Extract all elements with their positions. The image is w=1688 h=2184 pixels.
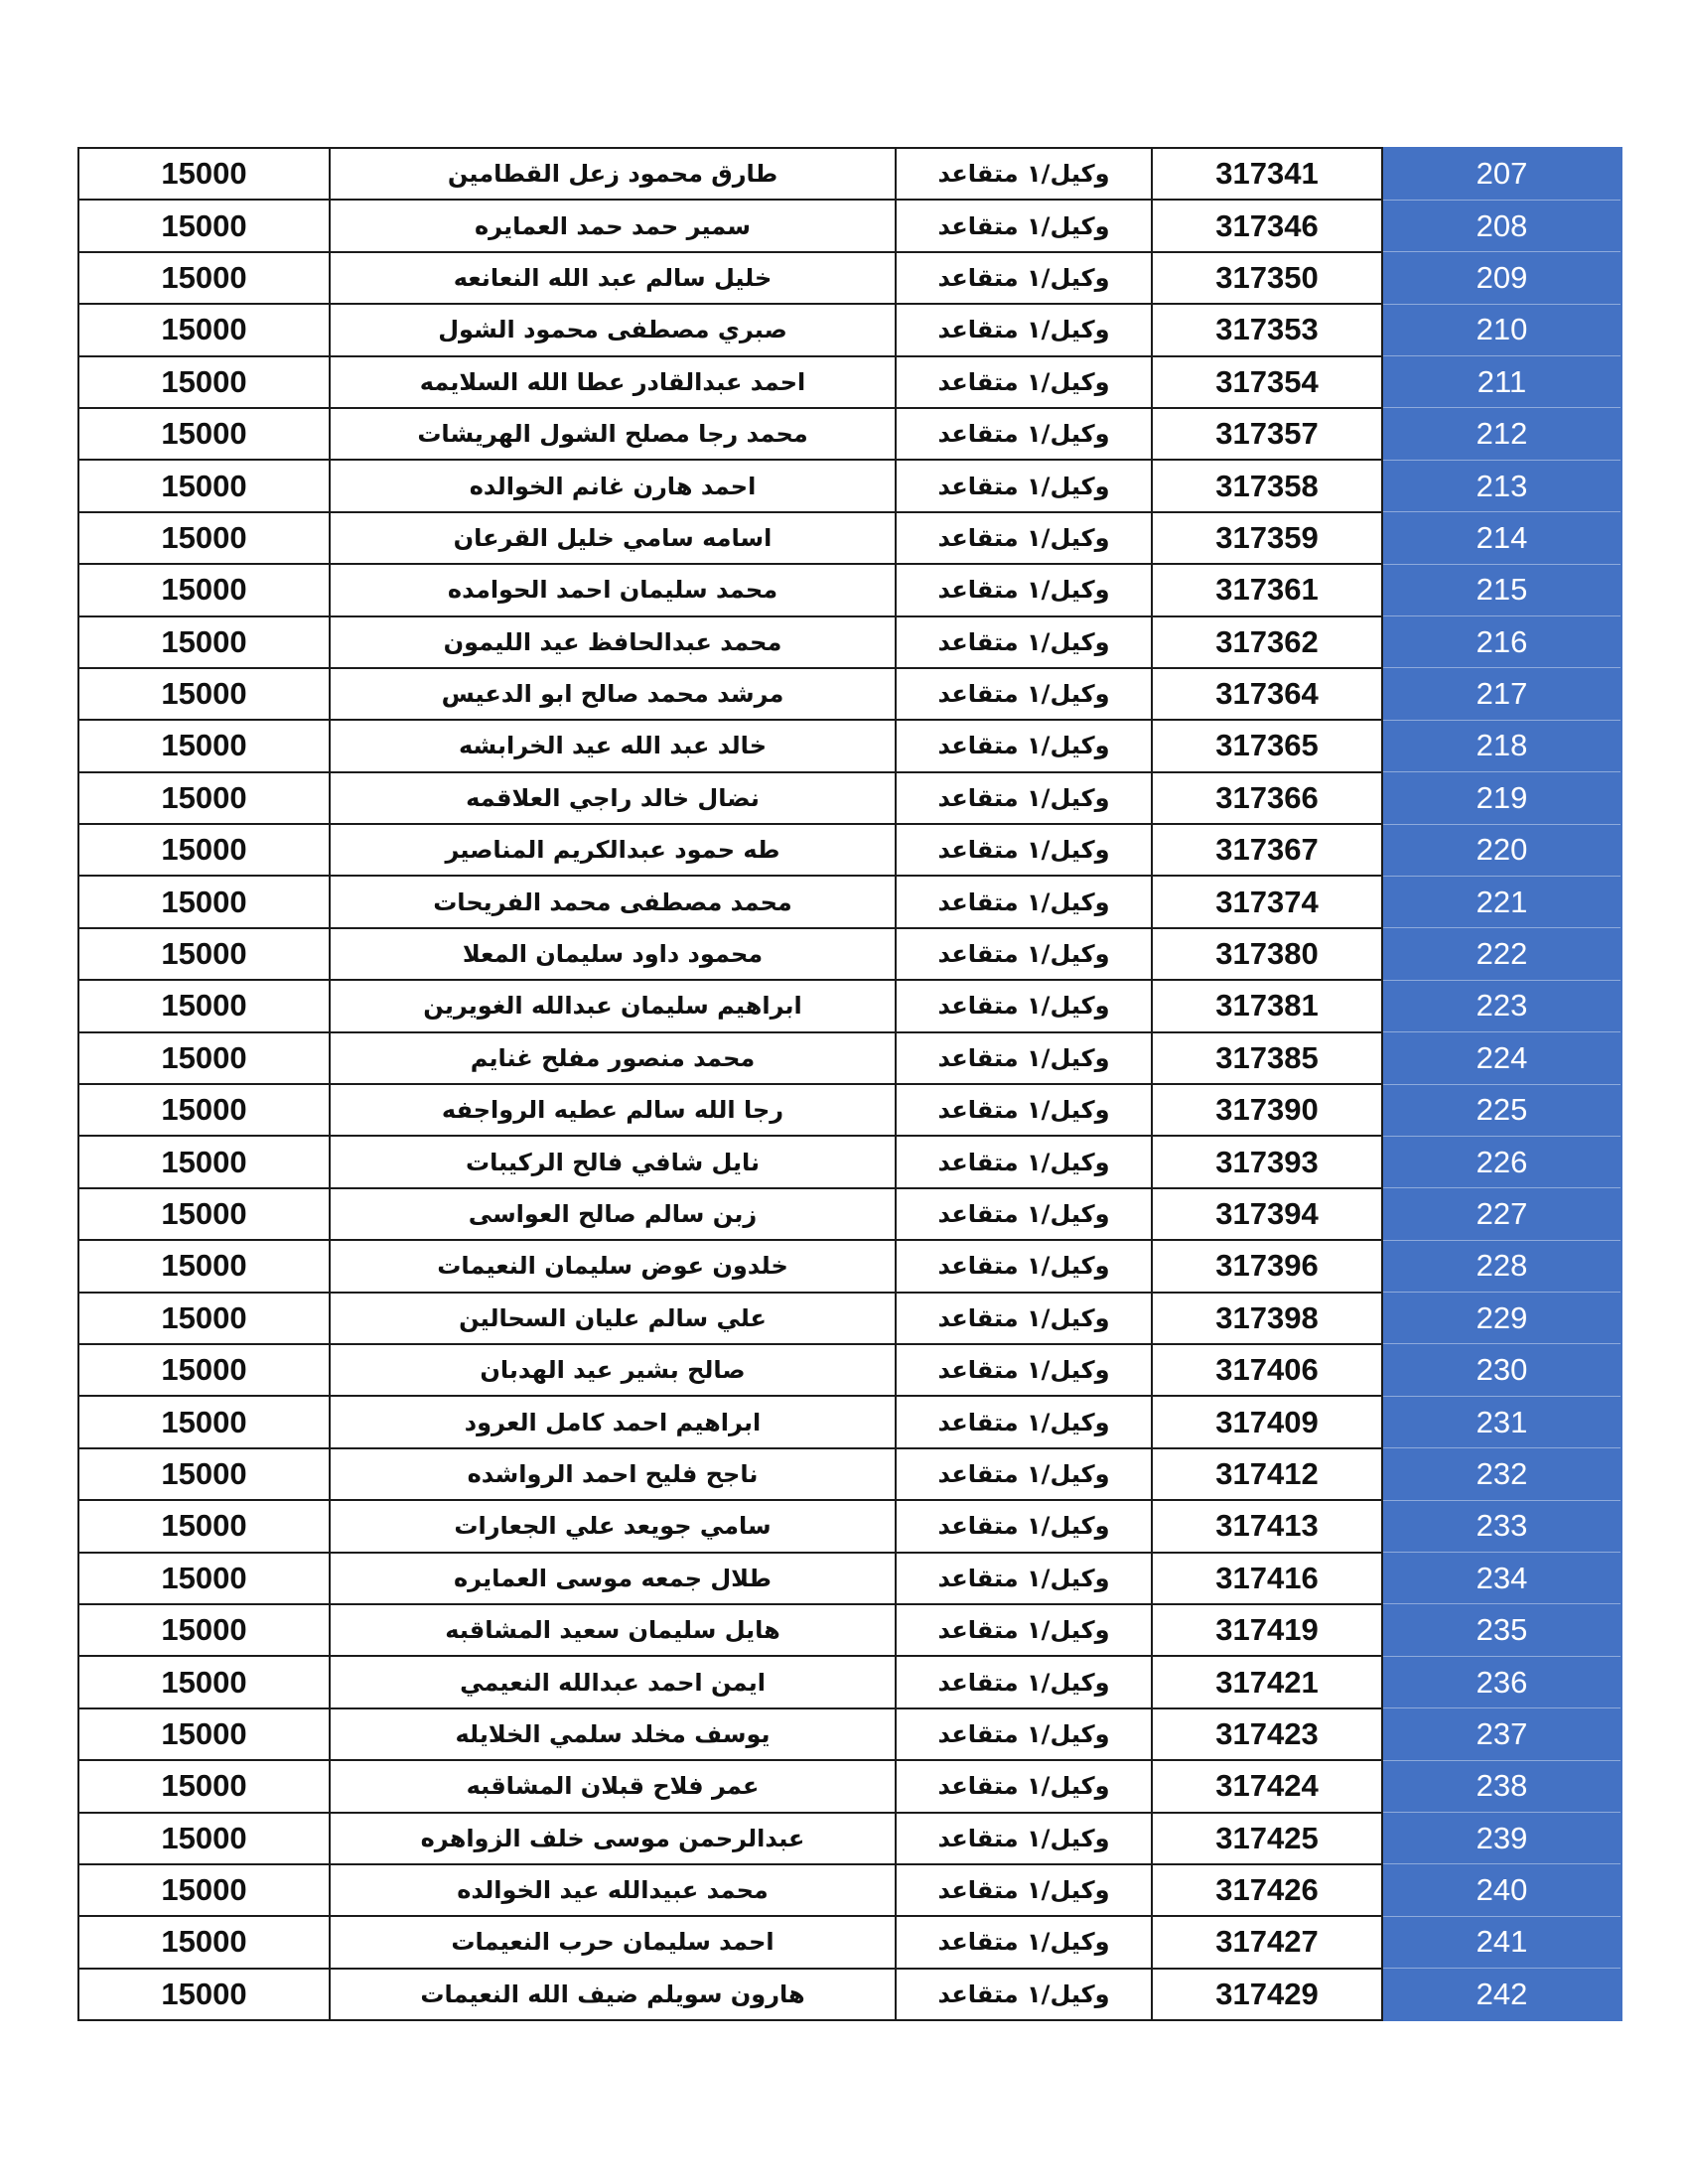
id-number-cell: 317366 xyxy=(1152,772,1382,824)
rank-cell: وكيل/١ متقاعد xyxy=(896,460,1152,511)
sequence-cell: 210 xyxy=(1382,304,1621,355)
table-row xyxy=(78,304,1621,355)
sequence-cell: 225 xyxy=(1382,1084,1621,1136)
id-number-cell: 317365 xyxy=(1152,720,1382,771)
table-row xyxy=(78,1344,1621,1396)
name-cell: عبدالرحمن موسى خلف الزواهره xyxy=(330,1813,896,1864)
amount-cell: 15000 xyxy=(78,1344,330,1396)
name-cell: سامي جويعد علي الجعارات xyxy=(330,1500,896,1552)
rank-cell: وكيل/١ متقاعد xyxy=(896,1916,1152,1968)
amount-cell: 15000 xyxy=(78,304,330,355)
sequence-cell: 240 xyxy=(1382,1864,1621,1916)
rank-cell: وكيل/١ متقاعد xyxy=(896,1032,1152,1084)
table-row xyxy=(78,1604,1621,1656)
amount-cell: 15000 xyxy=(78,1553,330,1604)
rank-cell: وكيل/١ متقاعد xyxy=(896,980,1152,1031)
rank-cell: وكيل/١ متقاعد xyxy=(896,876,1152,927)
amount-cell: 15000 xyxy=(78,1240,330,1292)
rank-cell: وكيل/١ متقاعد xyxy=(896,1188,1152,1240)
rank-cell: وكيل/١ متقاعد xyxy=(896,200,1152,251)
rank-cell: وكيل/١ متقاعد xyxy=(896,1553,1152,1604)
id-number-cell: 317353 xyxy=(1152,304,1382,355)
amount-cell: 15000 xyxy=(78,1604,330,1656)
rank-cell: وكيل/١ متقاعد xyxy=(896,1448,1152,1500)
name-cell: محمود داود سليمان المعلا xyxy=(330,928,896,980)
sequence-cell: 216 xyxy=(1382,616,1621,668)
sequence-cell: 212 xyxy=(1382,408,1621,460)
id-number-cell: 317409 xyxy=(1152,1396,1382,1447)
name-cell: احمد عبدالقادر عطا الله السلايمه xyxy=(330,356,896,408)
rank-cell: وكيل/١ متقاعد xyxy=(896,1293,1152,1344)
sequence-cell: 234 xyxy=(1382,1553,1621,1604)
rank-cell: وكيل/١ متقاعد xyxy=(896,1500,1152,1552)
amount-cell: 15000 xyxy=(78,876,330,927)
rank-cell: وكيل/١ متقاعد xyxy=(896,512,1152,564)
table-row xyxy=(78,1708,1621,1760)
id-number-cell: 317393 xyxy=(1152,1136,1382,1187)
name-cell: احمد سليمان حرب النعيمات xyxy=(330,1916,896,1968)
id-number-cell: 317429 xyxy=(1152,1969,1382,2020)
name-cell: مرشد محمد صالح ابو الدعيس xyxy=(330,668,896,720)
table-row xyxy=(78,564,1621,615)
rank-cell: وكيل/١ متقاعد xyxy=(896,1344,1152,1396)
id-number-cell: 317354 xyxy=(1152,356,1382,408)
sequence-cell: 221 xyxy=(1382,876,1621,927)
id-number-cell: 317362 xyxy=(1152,616,1382,668)
name-cell: اسامه سامي خليل القرعان xyxy=(330,512,896,564)
id-number-cell: 317364 xyxy=(1152,668,1382,720)
name-cell: يوسف مخلد سلمي الخلايله xyxy=(330,1708,896,1760)
sequence-cell: 207 xyxy=(1382,148,1621,200)
id-number-cell: 317381 xyxy=(1152,980,1382,1031)
name-cell: خليل سالم عبد الله النعانعه xyxy=(330,252,896,304)
sequence-cell: 219 xyxy=(1382,772,1621,824)
name-cell: هارون سويلم ضيف الله النعيمات xyxy=(330,1969,896,2020)
table-row xyxy=(78,824,1621,876)
id-number-cell: 317426 xyxy=(1152,1864,1382,1916)
rank-cell: وكيل/١ متقاعد xyxy=(896,1969,1152,2020)
id-number-cell: 317394 xyxy=(1152,1188,1382,1240)
amount-cell: 15000 xyxy=(78,1293,330,1344)
amount-cell: 15000 xyxy=(78,1969,330,2020)
table-row xyxy=(78,148,1621,200)
name-cell: نايل شافي فالح الركيبات xyxy=(330,1136,896,1187)
table-row xyxy=(78,408,1621,460)
rank-cell: وكيل/١ متقاعد xyxy=(896,928,1152,980)
sequence-cell: 217 xyxy=(1382,668,1621,720)
amount-cell: 15000 xyxy=(78,1188,330,1240)
table-row xyxy=(78,772,1621,824)
name-cell: خلدون عوض سليمان النعيمات xyxy=(330,1240,896,1292)
table-row xyxy=(78,1864,1621,1916)
amount-cell: 15000 xyxy=(78,200,330,251)
sequence-cell: 232 xyxy=(1382,1448,1621,1500)
rank-cell: وكيل/١ متقاعد xyxy=(896,1084,1152,1136)
name-cell: طه حمود عبدالكريم المناصير xyxy=(330,824,896,876)
amount-cell: 15000 xyxy=(78,928,330,980)
amount-cell: 15000 xyxy=(78,1708,330,1760)
id-number-cell: 317357 xyxy=(1152,408,1382,460)
rank-cell: وكيل/١ متقاعد xyxy=(896,1656,1152,1707)
rank-cell: وكيل/١ متقاعد xyxy=(896,772,1152,824)
name-cell: محمد منصور مفلح غنايم xyxy=(330,1032,896,1084)
name-cell: نضال خالد راجي العلاقمه xyxy=(330,772,896,824)
table-row xyxy=(78,460,1621,511)
sequence-cell: 231 xyxy=(1382,1396,1621,1447)
sequence-cell: 233 xyxy=(1382,1500,1621,1552)
sequence-cell: 211 xyxy=(1382,356,1621,408)
rank-cell: وكيل/١ متقاعد xyxy=(896,668,1152,720)
name-cell: احمد هارن غانم الخوالده xyxy=(330,460,896,511)
amount-cell: 15000 xyxy=(78,668,330,720)
sequence-cell: 213 xyxy=(1382,460,1621,511)
sequence-cell: 226 xyxy=(1382,1136,1621,1187)
sequence-cell: 239 xyxy=(1382,1813,1621,1864)
id-number-cell: 317346 xyxy=(1152,200,1382,251)
name-cell: عمر فلاح قبلان المشاقبه xyxy=(330,1760,896,1812)
table-row xyxy=(78,1448,1621,1500)
sequence-cell: 230 xyxy=(1382,1344,1621,1396)
rank-cell: وكيل/١ متقاعد xyxy=(896,720,1152,771)
sequence-cell: 208 xyxy=(1382,200,1621,251)
sequence-cell: 222 xyxy=(1382,928,1621,980)
amount-cell: 15000 xyxy=(78,460,330,511)
sequence-cell: 235 xyxy=(1382,1604,1621,1656)
amount-cell: 15000 xyxy=(78,356,330,408)
amount-cell: 15000 xyxy=(78,1084,330,1136)
amount-cell: 15000 xyxy=(78,512,330,564)
sequence-cell: 241 xyxy=(1382,1916,1621,1968)
name-cell: طلال جمعه موسى العمايره xyxy=(330,1553,896,1604)
rank-cell: وكيل/١ متقاعد xyxy=(896,408,1152,460)
rank-cell: وكيل/١ متقاعد xyxy=(896,148,1152,200)
id-number-cell: 317385 xyxy=(1152,1032,1382,1084)
amount-cell: 15000 xyxy=(78,252,330,304)
name-cell: سمير حمد حمد العمايره xyxy=(330,200,896,251)
table-row xyxy=(78,616,1621,668)
records-body xyxy=(78,148,1621,2020)
amount-cell: 15000 xyxy=(78,824,330,876)
rank-cell: وكيل/١ متقاعد xyxy=(896,1864,1152,1916)
id-number-cell: 317358 xyxy=(1152,460,1382,511)
table-row xyxy=(78,876,1621,927)
name-cell: محمد رجا مصلح الشول الهريشات xyxy=(330,408,896,460)
table-row xyxy=(78,1553,1621,1604)
id-number-cell: 317398 xyxy=(1152,1293,1382,1344)
sequence-cell: 242 xyxy=(1382,1969,1621,2020)
table-row xyxy=(78,1916,1621,1968)
amount-cell: 15000 xyxy=(78,148,330,200)
id-number-cell: 317390 xyxy=(1152,1084,1382,1136)
table-row xyxy=(78,1032,1621,1084)
name-cell: محمد عبدالحافظ عيد الليمون xyxy=(330,616,896,668)
sequence-cell: 228 xyxy=(1382,1240,1621,1292)
amount-cell: 15000 xyxy=(78,720,330,771)
amount-cell: 15000 xyxy=(78,1136,330,1187)
name-cell: ابراهيم احمد كامل العرود xyxy=(330,1396,896,1447)
id-number-cell: 317421 xyxy=(1152,1656,1382,1707)
table-row xyxy=(78,1084,1621,1136)
amount-cell: 15000 xyxy=(78,1656,330,1707)
rank-cell: وكيل/١ متقاعد xyxy=(896,304,1152,355)
sequence-cell: 209 xyxy=(1382,252,1621,304)
table-row xyxy=(78,928,1621,980)
id-number-cell: 317361 xyxy=(1152,564,1382,615)
amount-cell: 15000 xyxy=(78,408,330,460)
name-cell: ابراهيم سليمان عبدالله الغويرين xyxy=(330,980,896,1031)
id-number-cell: 317367 xyxy=(1152,824,1382,876)
amount-cell: 15000 xyxy=(78,1813,330,1864)
amount-cell: 15000 xyxy=(78,1500,330,1552)
name-cell: محمد سليمان احمد الحوامده xyxy=(330,564,896,615)
id-number-cell: 317424 xyxy=(1152,1760,1382,1812)
sequence-cell: 229 xyxy=(1382,1293,1621,1344)
amount-cell: 15000 xyxy=(78,1916,330,1968)
table-row xyxy=(78,1760,1621,1812)
rank-cell: وكيل/١ متقاعد xyxy=(896,1760,1152,1812)
table-row xyxy=(78,720,1621,771)
id-number-cell: 317412 xyxy=(1152,1448,1382,1500)
name-cell: صبري مصطفى محمود الشول xyxy=(330,304,896,355)
table-row xyxy=(78,1188,1621,1240)
sequence-cell: 218 xyxy=(1382,720,1621,771)
amount-cell: 15000 xyxy=(78,1864,330,1916)
rank-cell: وكيل/١ متقاعد xyxy=(896,252,1152,304)
sequence-cell: 237 xyxy=(1382,1708,1621,1760)
table-row xyxy=(78,356,1621,408)
sequence-cell: 215 xyxy=(1382,564,1621,615)
rank-cell: وكيل/١ متقاعد xyxy=(896,564,1152,615)
id-number-cell: 317416 xyxy=(1152,1553,1382,1604)
rank-cell: وكيل/١ متقاعد xyxy=(896,356,1152,408)
amount-cell: 15000 xyxy=(78,980,330,1031)
rank-cell: وكيل/١ متقاعد xyxy=(896,1396,1152,1447)
id-number-cell: 317425 xyxy=(1152,1813,1382,1864)
rank-cell: وكيل/١ متقاعد xyxy=(896,824,1152,876)
name-cell: محمد مصطفى محمد الفريحات xyxy=(330,876,896,927)
name-cell: صالح بشير عيد الهدبان xyxy=(330,1344,896,1396)
id-number-cell: 317341 xyxy=(1152,148,1382,200)
table-row xyxy=(78,1293,1621,1344)
table-row xyxy=(78,1656,1621,1707)
id-number-cell: 317427 xyxy=(1152,1916,1382,1968)
table-row xyxy=(78,512,1621,564)
name-cell: ناجح فليح احمد الرواشده xyxy=(330,1448,896,1500)
rank-cell: وكيل/١ متقاعد xyxy=(896,1604,1152,1656)
amount-cell: 15000 xyxy=(78,1032,330,1084)
amount-cell: 15000 xyxy=(78,564,330,615)
rank-cell: وكيل/١ متقاعد xyxy=(896,1136,1152,1187)
name-cell: خالد عبد الله عيد الخرابشه xyxy=(330,720,896,771)
rank-cell: وكيل/١ متقاعد xyxy=(896,1708,1152,1760)
id-number-cell: 317406 xyxy=(1152,1344,1382,1396)
table-row xyxy=(78,1136,1621,1187)
table-row xyxy=(78,1969,1621,2020)
id-number-cell: 317423 xyxy=(1152,1708,1382,1760)
id-number-cell: 317396 xyxy=(1152,1240,1382,1292)
id-number-cell: 317359 xyxy=(1152,512,1382,564)
sequence-cell: 223 xyxy=(1382,980,1621,1031)
table-row xyxy=(78,252,1621,304)
table-row xyxy=(78,1500,1621,1552)
name-cell: رجا الله سالم عطيه الرواجفه xyxy=(330,1084,896,1136)
sequence-cell: 214 xyxy=(1382,512,1621,564)
amount-cell: 15000 xyxy=(78,1760,330,1812)
amount-cell: 15000 xyxy=(78,1448,330,1500)
table-row xyxy=(78,1813,1621,1864)
name-cell: هايل سليمان سعيد المشاقبه xyxy=(330,1604,896,1656)
amount-cell: 15000 xyxy=(78,772,330,824)
sequence-cell: 227 xyxy=(1382,1188,1621,1240)
sequence-cell: 224 xyxy=(1382,1032,1621,1084)
id-number-cell: 317419 xyxy=(1152,1604,1382,1656)
rank-cell: وكيل/١ متقاعد xyxy=(896,616,1152,668)
id-number-cell: 317374 xyxy=(1152,876,1382,927)
records-table xyxy=(77,147,1622,2021)
amount-cell: 15000 xyxy=(78,1396,330,1447)
name-cell: طارق محمود زعل القطامين xyxy=(330,148,896,200)
name-cell: زبن سالم صالح العواسى xyxy=(330,1188,896,1240)
amount-cell: 15000 xyxy=(78,616,330,668)
table-row xyxy=(78,1240,1621,1292)
rank-cell: وكيل/١ متقاعد xyxy=(896,1240,1152,1292)
name-cell: علي سالم عليان السحالين xyxy=(330,1293,896,1344)
table-row xyxy=(78,1396,1621,1447)
id-number-cell: 317380 xyxy=(1152,928,1382,980)
name-cell: ايمن احمد عبدالله النعيمي xyxy=(330,1656,896,1707)
id-number-cell: 317413 xyxy=(1152,1500,1382,1552)
name-cell: محمد عبيدالله عيد الخوالده xyxy=(330,1864,896,1916)
table-row xyxy=(78,980,1621,1031)
sequence-cell: 238 xyxy=(1382,1760,1621,1812)
rank-cell: وكيل/١ متقاعد xyxy=(896,1813,1152,1864)
table-row xyxy=(78,668,1621,720)
id-number-cell: 317350 xyxy=(1152,252,1382,304)
table-row xyxy=(78,200,1621,251)
sequence-cell: 220 xyxy=(1382,824,1621,876)
sequence-cell: 236 xyxy=(1382,1656,1621,1707)
